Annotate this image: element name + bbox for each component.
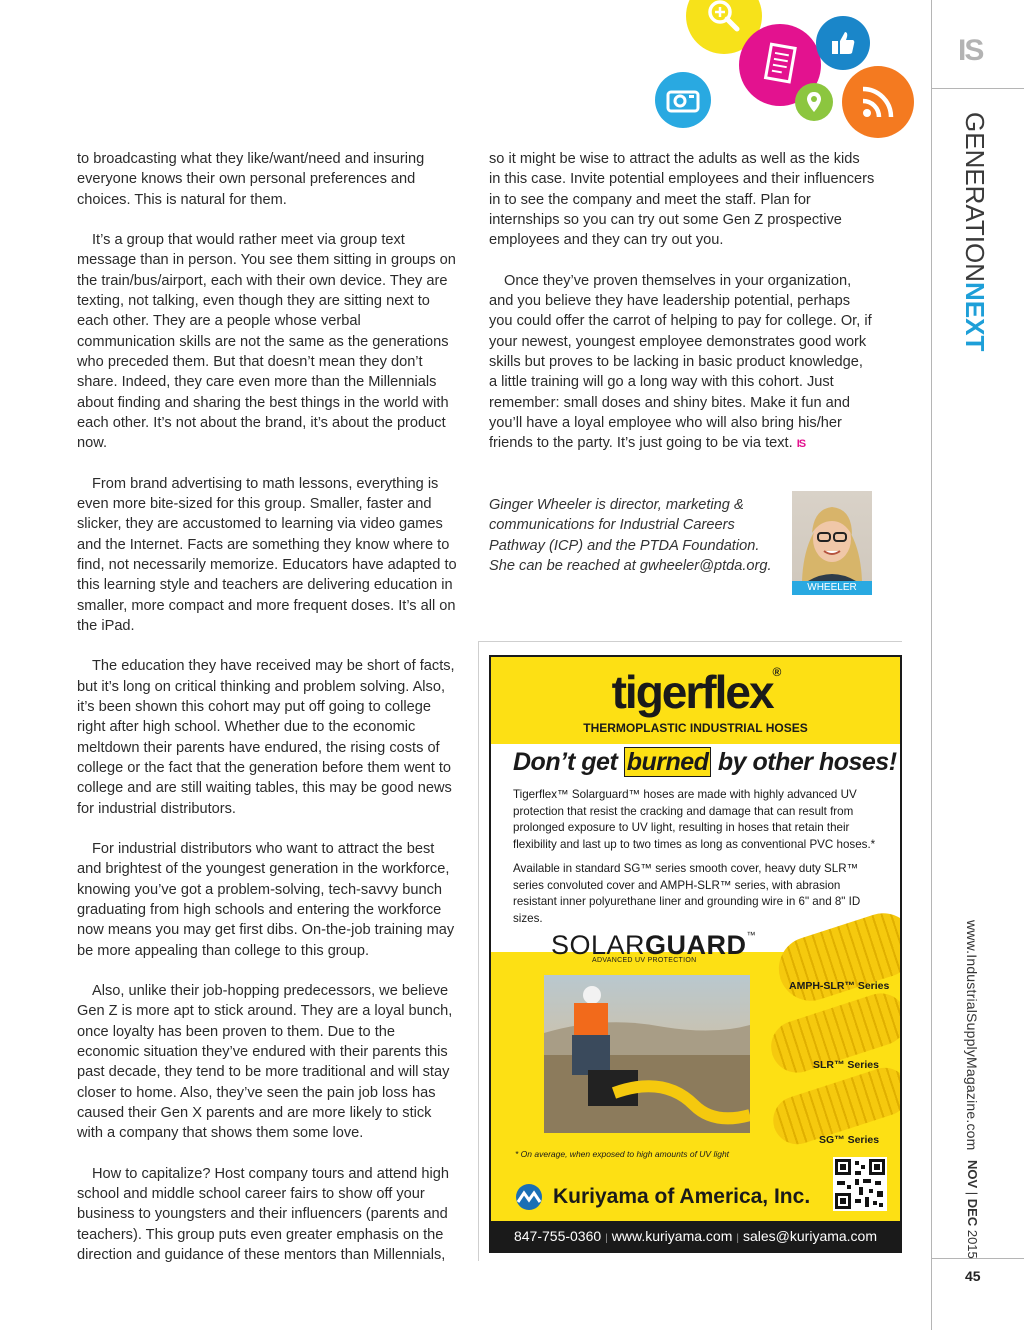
paragraph: so it might be wise to attract the adults as well as the kids in this case. Invite potential employees and their influencers in to see the company and meet the staff. Plan for internships so you can try out some Gen Z prospective employees and they can try out you. <box>489 151 875 249</box>
paragraph-text: Once they’ve proven themselves in your organization, and you believe they have leadership potential, perhaps you could offer the carrot of helping to pay for college. Or, if your newest, youngest employee demonstrates good work skills but proves to be lacking in basic product knowledge, a little training will go a long way with this cohort. Just remember: small doses and shiny bites. Make it fun and you’ll have a loyal employee who will also bring his/her friends to the party. It’s just going to be via text. <box>489 272 872 452</box>
ad-headline-post: by other hoses! <box>711 748 897 776</box>
ad-subtitle: THERMOPLASTIC INDUSTRIAL HOSES <box>583 721 808 735</box>
issue-date <box>965 1160 980 1259</box>
issue-separator: | <box>965 1188 980 1199</box>
ad-footnote: * On average, when exposed to high amounts of UV light <box>515 1149 730 1159</box>
ad-email: sales@kuriyama.com <box>742 1228 878 1244</box>
series-label: AMPH-SLR™ Series <box>789 980 890 992</box>
article-column-2 <box>489 149 875 475</box>
ad-headline <box>513 748 897 777</box>
solarguard-guard: GUARD <box>645 930 747 960</box>
ad-contact-separator: | <box>605 1233 608 1244</box>
end-of-article-mark: IS <box>796 438 806 451</box>
page-number: 45 <box>965 1268 981 1284</box>
paragraph <box>489 271 875 455</box>
issue-year: 2015 <box>965 1226 980 1259</box>
section-title-next: NEXT <box>960 281 990 352</box>
issue-month2: DEC <box>965 1198 980 1227</box>
sidebar-top-rule <box>931 88 1024 89</box>
magazine-website: www.IndustrialSupplyMagazine.com <box>964 920 980 1151</box>
ad-body-paragraph: Available in standard SG™ series smooth cover, heavy duty SLR™ series convoluted cover and AMPH-SLR™ series, with abrasion resistant inner polyurethane liner and grounding wire in 6" and 8" ID sizes. <box>513 862 861 925</box>
solarguard-solar: SOLAR <box>551 930 646 960</box>
ad-frame-left <box>478 641 479 1261</box>
paragraph: For industrial distributors who want to attract the best and brightest of the youngest generation in the workforce, knowing you’ve got a problem-solving, tech-savvy bunch graduating from high schools and entering the workforce now means you may get first dibs. On-the-job training may be more appealing than college to this group. <box>77 841 455 959</box>
ad-frame-top <box>478 641 902 642</box>
location-pin-icon <box>795 83 833 121</box>
author-bio: Ginger Wheeler is director, marketing & communications for Industrial Careers Pathway (ICP) and the PTDA Foundation. She can be reached at gwheeler@ptda.org. <box>489 497 772 574</box>
ad-headline-highlight: burned <box>624 747 712 777</box>
paragraph: Also, unlike their job-hopping predecessors, we believe Gen Z is more apt to stick around. They are a loyal bunch, once loyalty has been proven to them. Due to the economic situation they’ve endured with their parents this past decade, they tend to be more traditional and will stay closer to home. Also, they’ve seen the pain job loss has caused their Gen X parents and are more likely to stick with a company that shows them some love. <box>77 983 453 1142</box>
company-name: Kuriyama of America, Inc. <box>553 1185 811 1208</box>
paragraph: How to capitalize? Host company tours and attend high school and middle school career fairs to show off your business to youngsters and their influencers (parents and teachers). This group puts even greater emphasis on the direction and guidance of these mentors than Millennials, <box>77 1165 449 1264</box>
camera-icon <box>655 72 711 128</box>
rss-icon <box>842 66 914 138</box>
paragraph: The education they have received may be short of facts, but it’s long on critical thinking and problem solving. Also, it’s been shown this cohort may put off going to college right after high school. Whether due to the economic meltdown their parents have endured, the rising costs of college or the fact that the generation before them went to college and are still waiting tables, this may be good news for industrial distributors. <box>77 658 455 817</box>
photo-caption: WHEELER <box>792 581 872 595</box>
advertisement <box>489 655 902 1253</box>
ad-brand-logo <box>491 665 900 719</box>
ad-worker-photo <box>544 975 750 1133</box>
ad-body <box>513 787 883 935</box>
thumbs-up-icon <box>816 16 870 70</box>
ad-contact-bar <box>491 1221 900 1251</box>
article-column-1 <box>77 149 461 1286</box>
ad-contact-separator: | <box>736 1233 739 1244</box>
ad-brand-name: tigerflex <box>611 666 773 718</box>
paragraph: From brand advertising to math lessons, everything is even more bite-sized for this group. Smaller, faster and slicker, they are accustomed to learning via video games and the Internet. Facts are something they know where to find, not necessarily memorize. Educators have adapted to this learning style and teachers are delivering education in smaller, more compact and more frequent doses. It’s all on the iPad. <box>77 475 457 634</box>
paragraph: to broadcasting what they like/want/need and insuring everyone knows their own personal preferences and choices. This is natural for them. <box>77 151 425 208</box>
ad-body-paragraph: Tigerflex™ Solarguard™ hoses are made with highly advanced UV protection that resist the cracking and damage that can result from prolonged exposure to UV light, resulting in hoses that retain their flexibility and last up to two times as long as conventional PVC hoses.* <box>513 788 876 851</box>
ad-headline-pre: Don’t get <box>513 748 624 776</box>
series-label: SLR™ Series <box>813 1059 879 1071</box>
kuriyama-brand <box>513 1183 810 1211</box>
kuriyama-logo-icon <box>513 1183 545 1211</box>
solarguard-tm: ™ <box>746 930 757 940</box>
paragraph: It’s a group that would rather meet via group text message than in person. You see them sitting in groups on the train/bus/airport, each with their own device. They are texting, not talking, even though they are sitting next to each other. They are a people whose verbal communication skills are not the same as the generations who preceded them. But that doesn’t mean they don’t share. Indeed, they care even more than the Millennials about finding and sharing the best things in the world with each other. It’s not about the brand, it’s about the product now. <box>77 232 456 452</box>
magazine-logo: IS <box>958 34 983 67</box>
section-title-generation: GENERATION <box>960 112 990 282</box>
series-label: SG™ Series <box>819 1134 880 1146</box>
author-photo <box>792 491 872 595</box>
issue-month: NOV <box>965 1160 980 1189</box>
sidebar-divider <box>931 0 932 1330</box>
section-title <box>959 112 990 351</box>
ad-website: www.kuriyama.com <box>611 1228 733 1244</box>
ad-brand-mark: ® <box>772 665 780 679</box>
ad-phone: 847-755-0360 <box>513 1228 602 1244</box>
qr-code-icon <box>833 1157 887 1211</box>
solarguard-tagline: ADVANCED UV PROTECTION <box>592 957 697 964</box>
